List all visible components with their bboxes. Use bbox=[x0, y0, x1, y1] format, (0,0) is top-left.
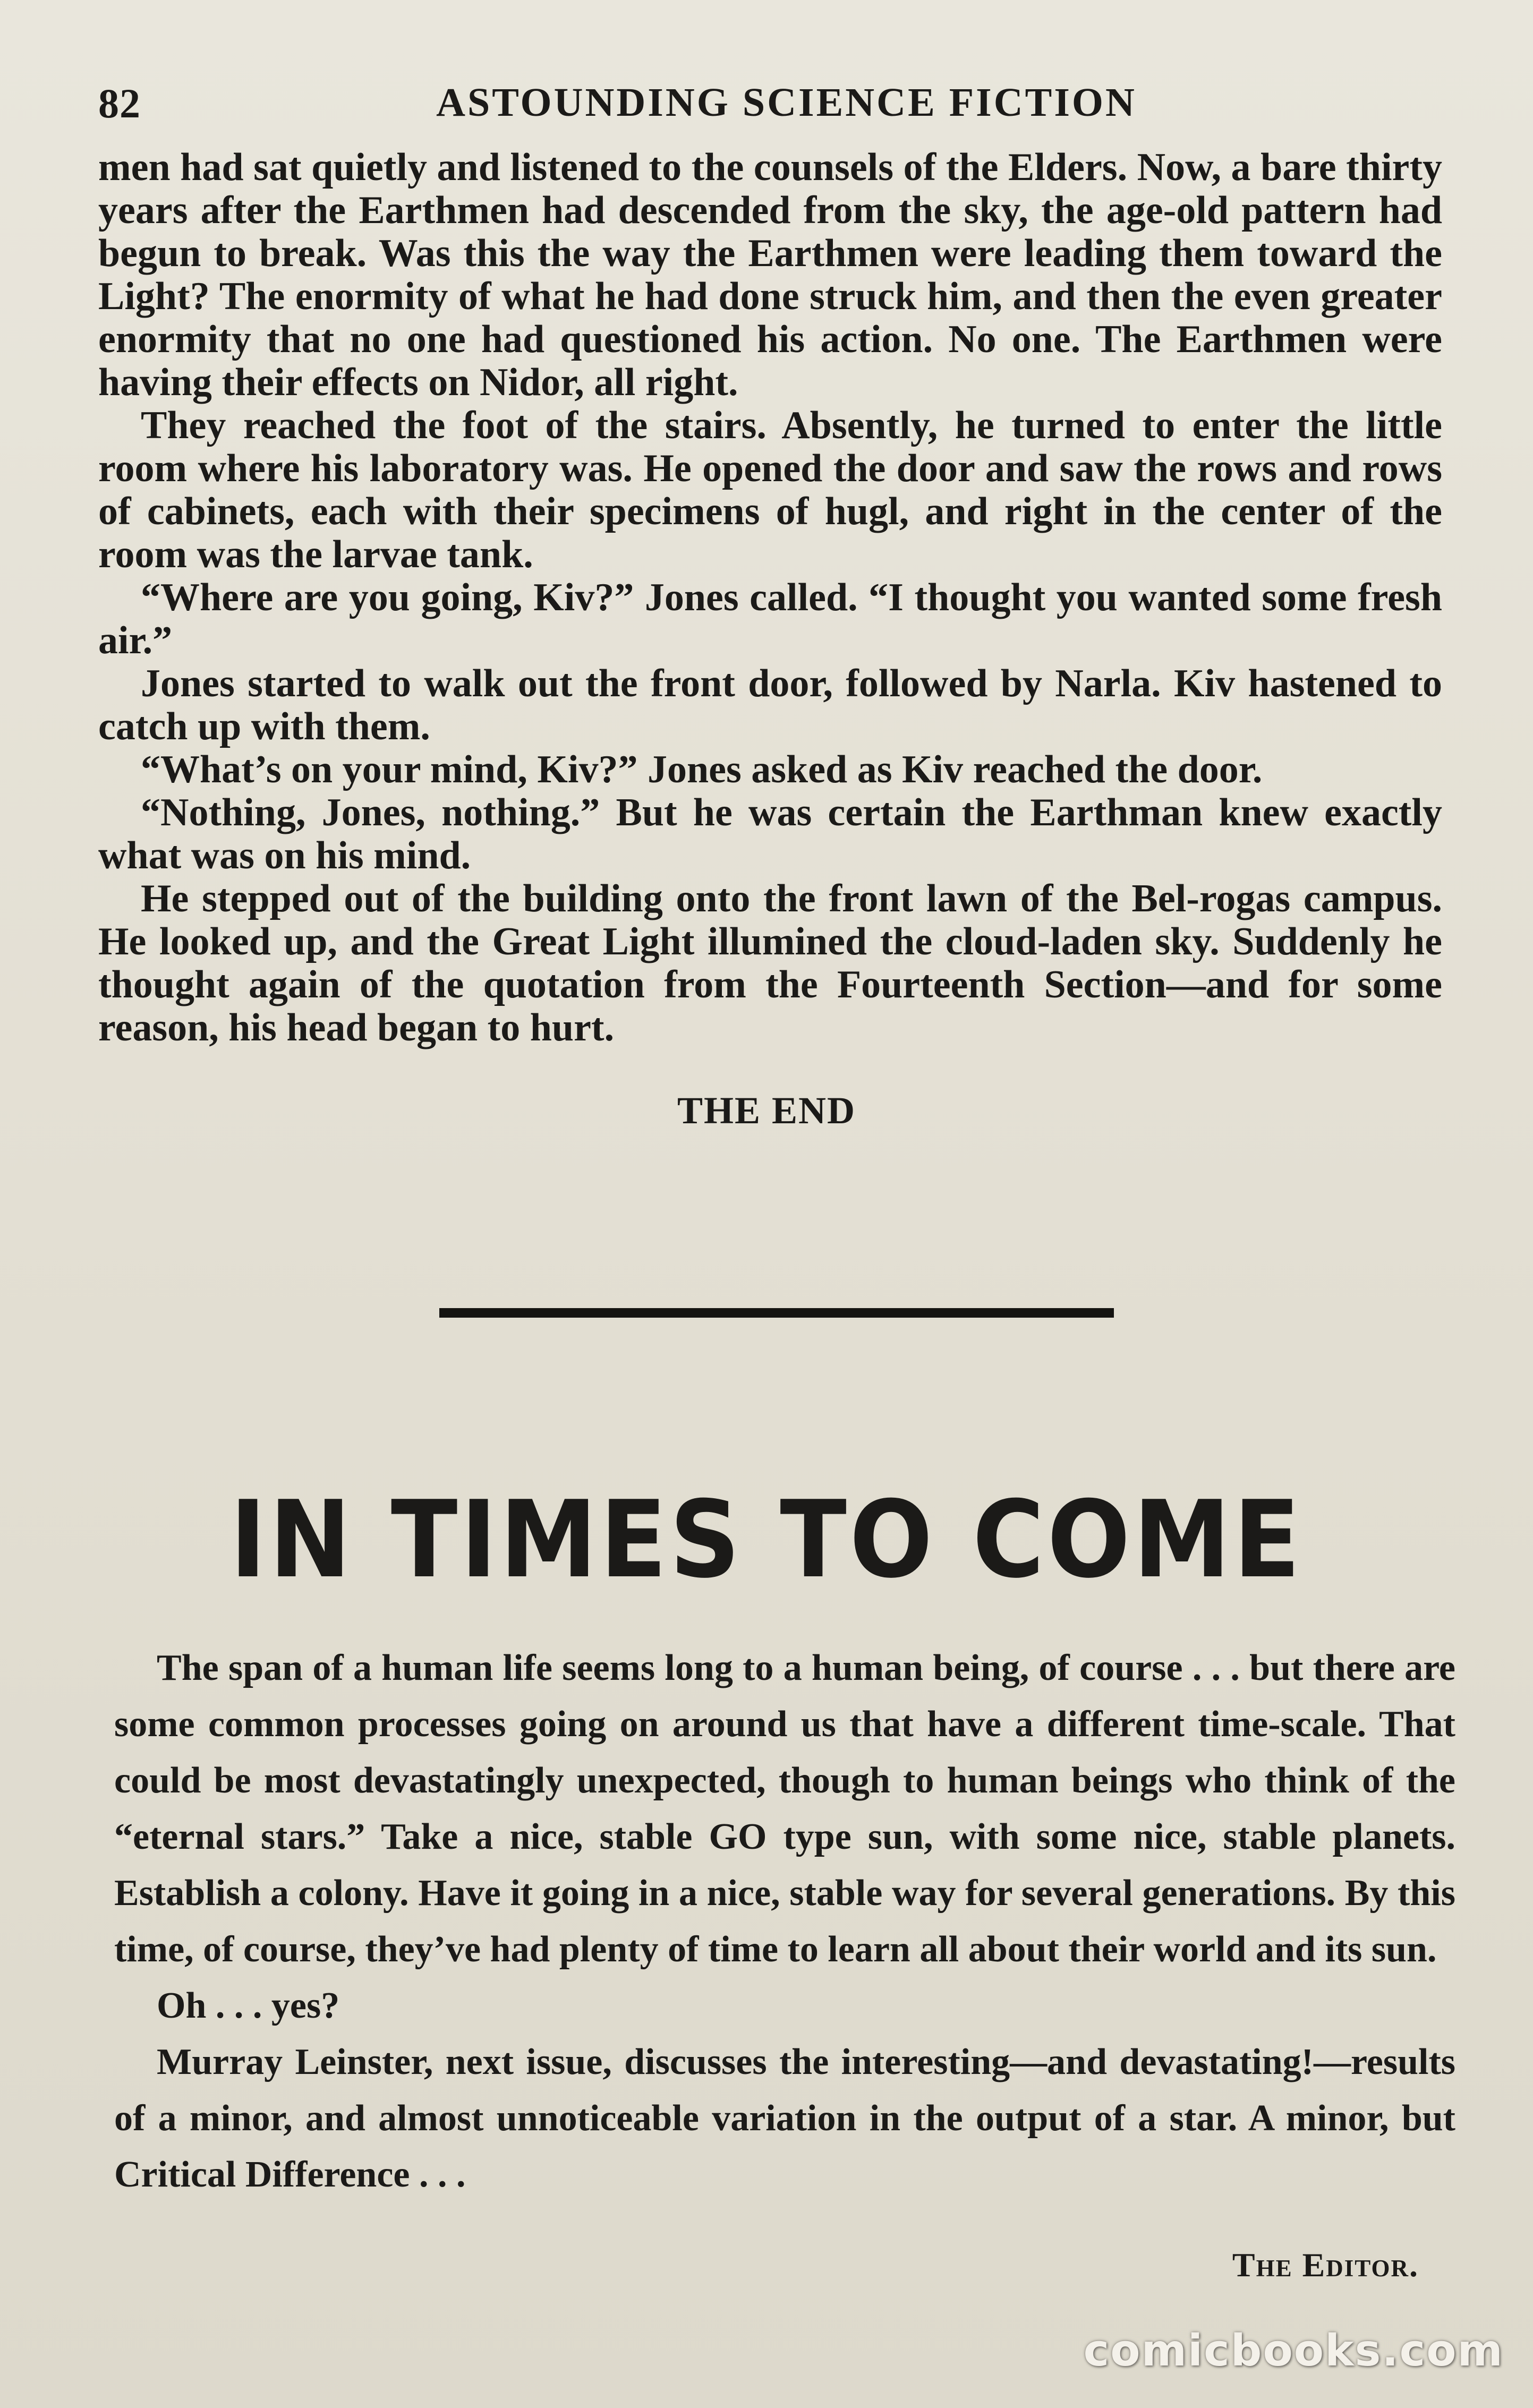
story-paragraph: He stepped out of the building onto the front lawn of the Bel-rogas campus. He looked up, and the Great Light illumined the cloud-laden sky. Suddenly he thought again of the quotation from the Fourteenth Section—and for some reason, his head began to hurt. bbox=[98, 877, 1442, 1049]
preview-paragraph: Murray Leinster, next issue, discusses the interesting—and devastating!—results of a minor, and almost unnoticeable variation in the output of a star. A minor, but Critical Difference . . . bbox=[114, 2042, 1455, 2195]
story-paragraph: Jones started to walk out the front door, followed by Narla. Kiv hastened to catch up with them. bbox=[98, 662, 1442, 748]
preview-paragraph: The span of a human life seems long to a human being, of course . . . but there are some common processes going on around us that have a different time-scale. That could be most devastatingly unexpected, though to human beings who think of the “eternal stars.” Take a nice, stable GO type sun, with some nice, stable planets. Establish a colony. Have it going in a nice, stable way for several generations. By this time, of course, they’ve had plenty of time to learn all about their world and its sun. bbox=[114, 1647, 1455, 1970]
story-paragraph: “What’s on your mind, Kiv?” Jones asked as Kiv reached the door. bbox=[141, 748, 1263, 791]
story-paragraph: men had sat quietly and listened to the counsels of the Elders. Now, a bare thirty years after the Earthmen had descended from the sky, the age-old pattern had begun to break. Was this the way the Earthmen were leading them toward the Light? The enormity of what he had done struck him, and then the even greater enormity that no one had questioned his action. No one. The Earthmen were having their effects on Nidor, all right. bbox=[98, 146, 1442, 404]
story-paragraph: “Where are you going, Kiv?” Jones called. “I thought you wanted some fresh air.” bbox=[98, 576, 1442, 662]
story-text bbox=[98, 146, 1442, 1049]
preview-text bbox=[114, 1640, 1455, 2203]
story-paragraph: They reached the foot of the stairs. Absently, he turned to enter the little room where his laboratory was. He opened the door and saw the rows and rows of cabinets, each with their specimens of hugl, and right in the center of the room was the larvae tank. bbox=[98, 404, 1442, 576]
page-header bbox=[98, 80, 1453, 133]
section-heading: IN TIMES TO COME bbox=[229, 1478, 1304, 1602]
running-title: ASTOUNDING SCIENCE FICTION bbox=[436, 80, 1137, 125]
preview-paragraph: Oh . . . yes? bbox=[157, 1985, 340, 2026]
editor-signature: The Editor. bbox=[1232, 2246, 1419, 2284]
the-end-label: THE END bbox=[677, 1089, 856, 1132]
story-paragraph: “Nothing, Jones, nothing.” But he was certain the Earthman knew exactly what was on his mind. bbox=[98, 791, 1442, 877]
watermark: comicbooks.com bbox=[1083, 2326, 1504, 2376]
section-divider bbox=[439, 1308, 1114, 1318]
page-number: 82 bbox=[98, 80, 141, 126]
